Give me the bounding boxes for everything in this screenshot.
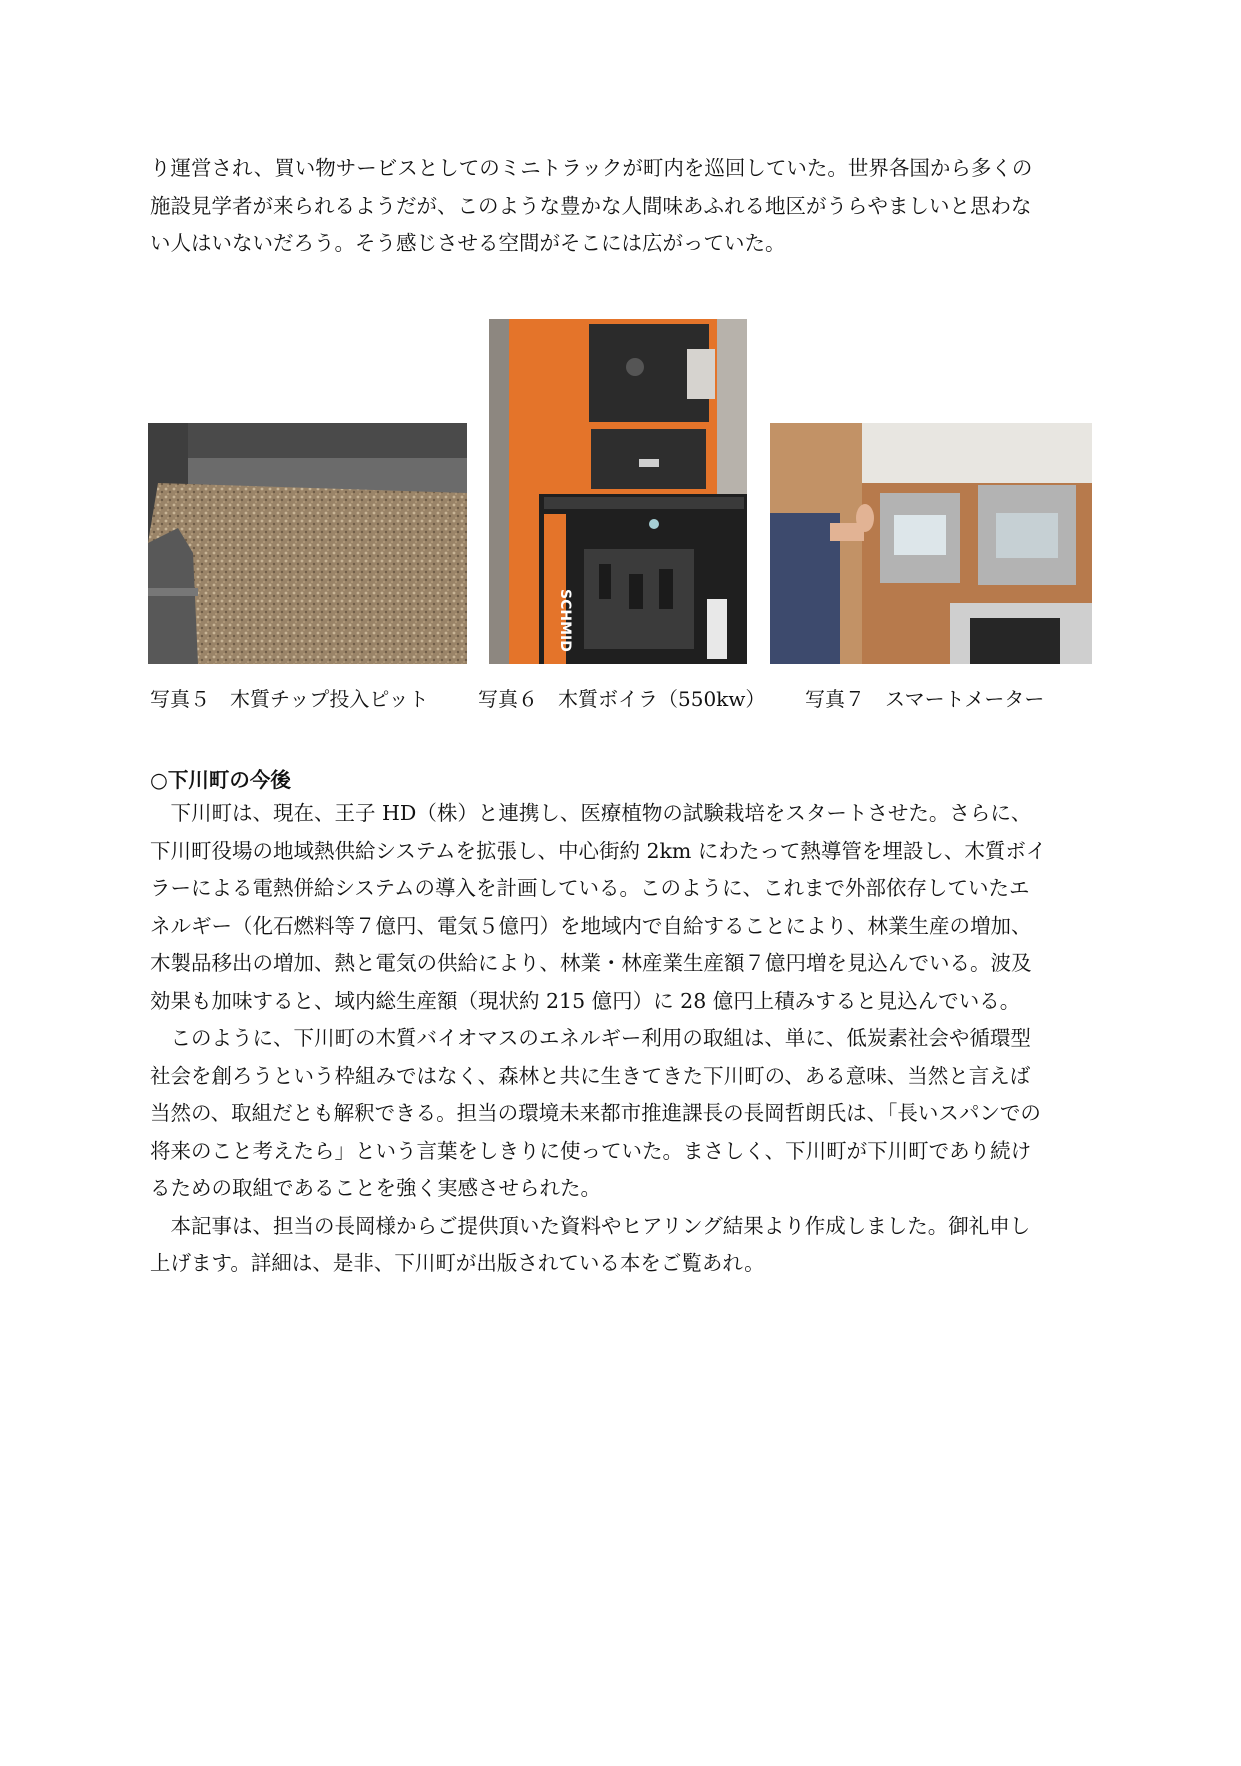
text-line: 施設見学者が来られるようだが、このような豊かな人間味あふれる地区がうらやましいと思わな — [150, 193, 1032, 218]
photo-caption: 写真６ 木質ボイラ（550kw） — [478, 687, 766, 711]
wood-boiler-photo-image — [489, 319, 747, 664]
photo-caption: 写真５ 木質チップ投入ピット — [150, 687, 429, 711]
text-line: 将来のこと考えたら」という言葉をしきりに使っていた。まさしく、下川町が下川町であり続け — [150, 1138, 1032, 1163]
boiler-brand-label: SCHMID — [557, 589, 573, 652]
text-line: り運営され、買い物サービスとしてのミニトラックが町内を巡回していた。世界各国から多くの — [150, 156, 1033, 180]
wood-boiler-photo — [489, 319, 747, 664]
intro-paragraph — [150, 150, 1095, 263]
text-line: 下川町は、現在、王子 HD（株）と連携し、医療植物の試験栽培をスタートさせた。さらに、 — [150, 801, 1032, 825]
text-line: るための取組であることを強く実感させられた。 — [150, 1176, 601, 1200]
text-line: このように、下川町の木質バイオマスのエネルギー利用の取組は、単に、低炭素社会や循環型 — [150, 1026, 1031, 1050]
text-line: 本記事は、担当の長岡様からご提供頂いた資料やヒアリング結果より作成しました。御礼申し — [150, 1213, 1031, 1238]
wood-chip-pit-photo — [148, 423, 467, 664]
text-line: 上げます。詳細は、是非、下川町が出版されている本をご覧あれ。 — [150, 1251, 765, 1275]
text-line: ネルギー（化石燃料等７億円、電気５億円）を地域内で自給することにより、林業生産の増加、 — [150, 913, 1032, 938]
wood-chip-pit-photo-image — [148, 423, 467, 664]
text-line: 効果も加味すると、域内総生産額（現状約 215 億円）に 28 億円上積みすると見込んでいる。 — [150, 988, 1021, 1013]
smart-meter-photo — [770, 423, 1092, 664]
text-line: 下川町役場の地域熱供給システムを拡張し、中心街約 2km にわたって熱導管を埋設し、木質ボイ — [150, 838, 1047, 863]
section-heading: ○下川町の今後 — [150, 768, 291, 792]
text-line: 社会を創ろうという枠組みではなく、森林と共に生きてきた下川町の、ある意味、当然と言えば — [150, 1063, 1031, 1088]
text-line: い人はいないだろう。そう感じさせる空間がそこには広がっていた。 — [150, 231, 786, 255]
text-line: 木製品移出の増加、熱と電気の供給により、林業・林産業生産額７億円増を見込んでいる。波及 — [150, 951, 1032, 975]
text-line: 当然の、取組だとも解釈できる。担当の環境未来都市推進課長の長岡哲朗氏は、「長いスパンでの — [150, 1101, 1041, 1125]
text-line: ラーによる電熱併給システムの導入を計画している。このように、これまで外部依存していたエ — [150, 876, 1030, 900]
photo-caption: 写真７ スマートメーター — [805, 687, 1045, 711]
smart-meter-photo-image — [770, 423, 1092, 664]
section-body — [150, 795, 1095, 1283]
